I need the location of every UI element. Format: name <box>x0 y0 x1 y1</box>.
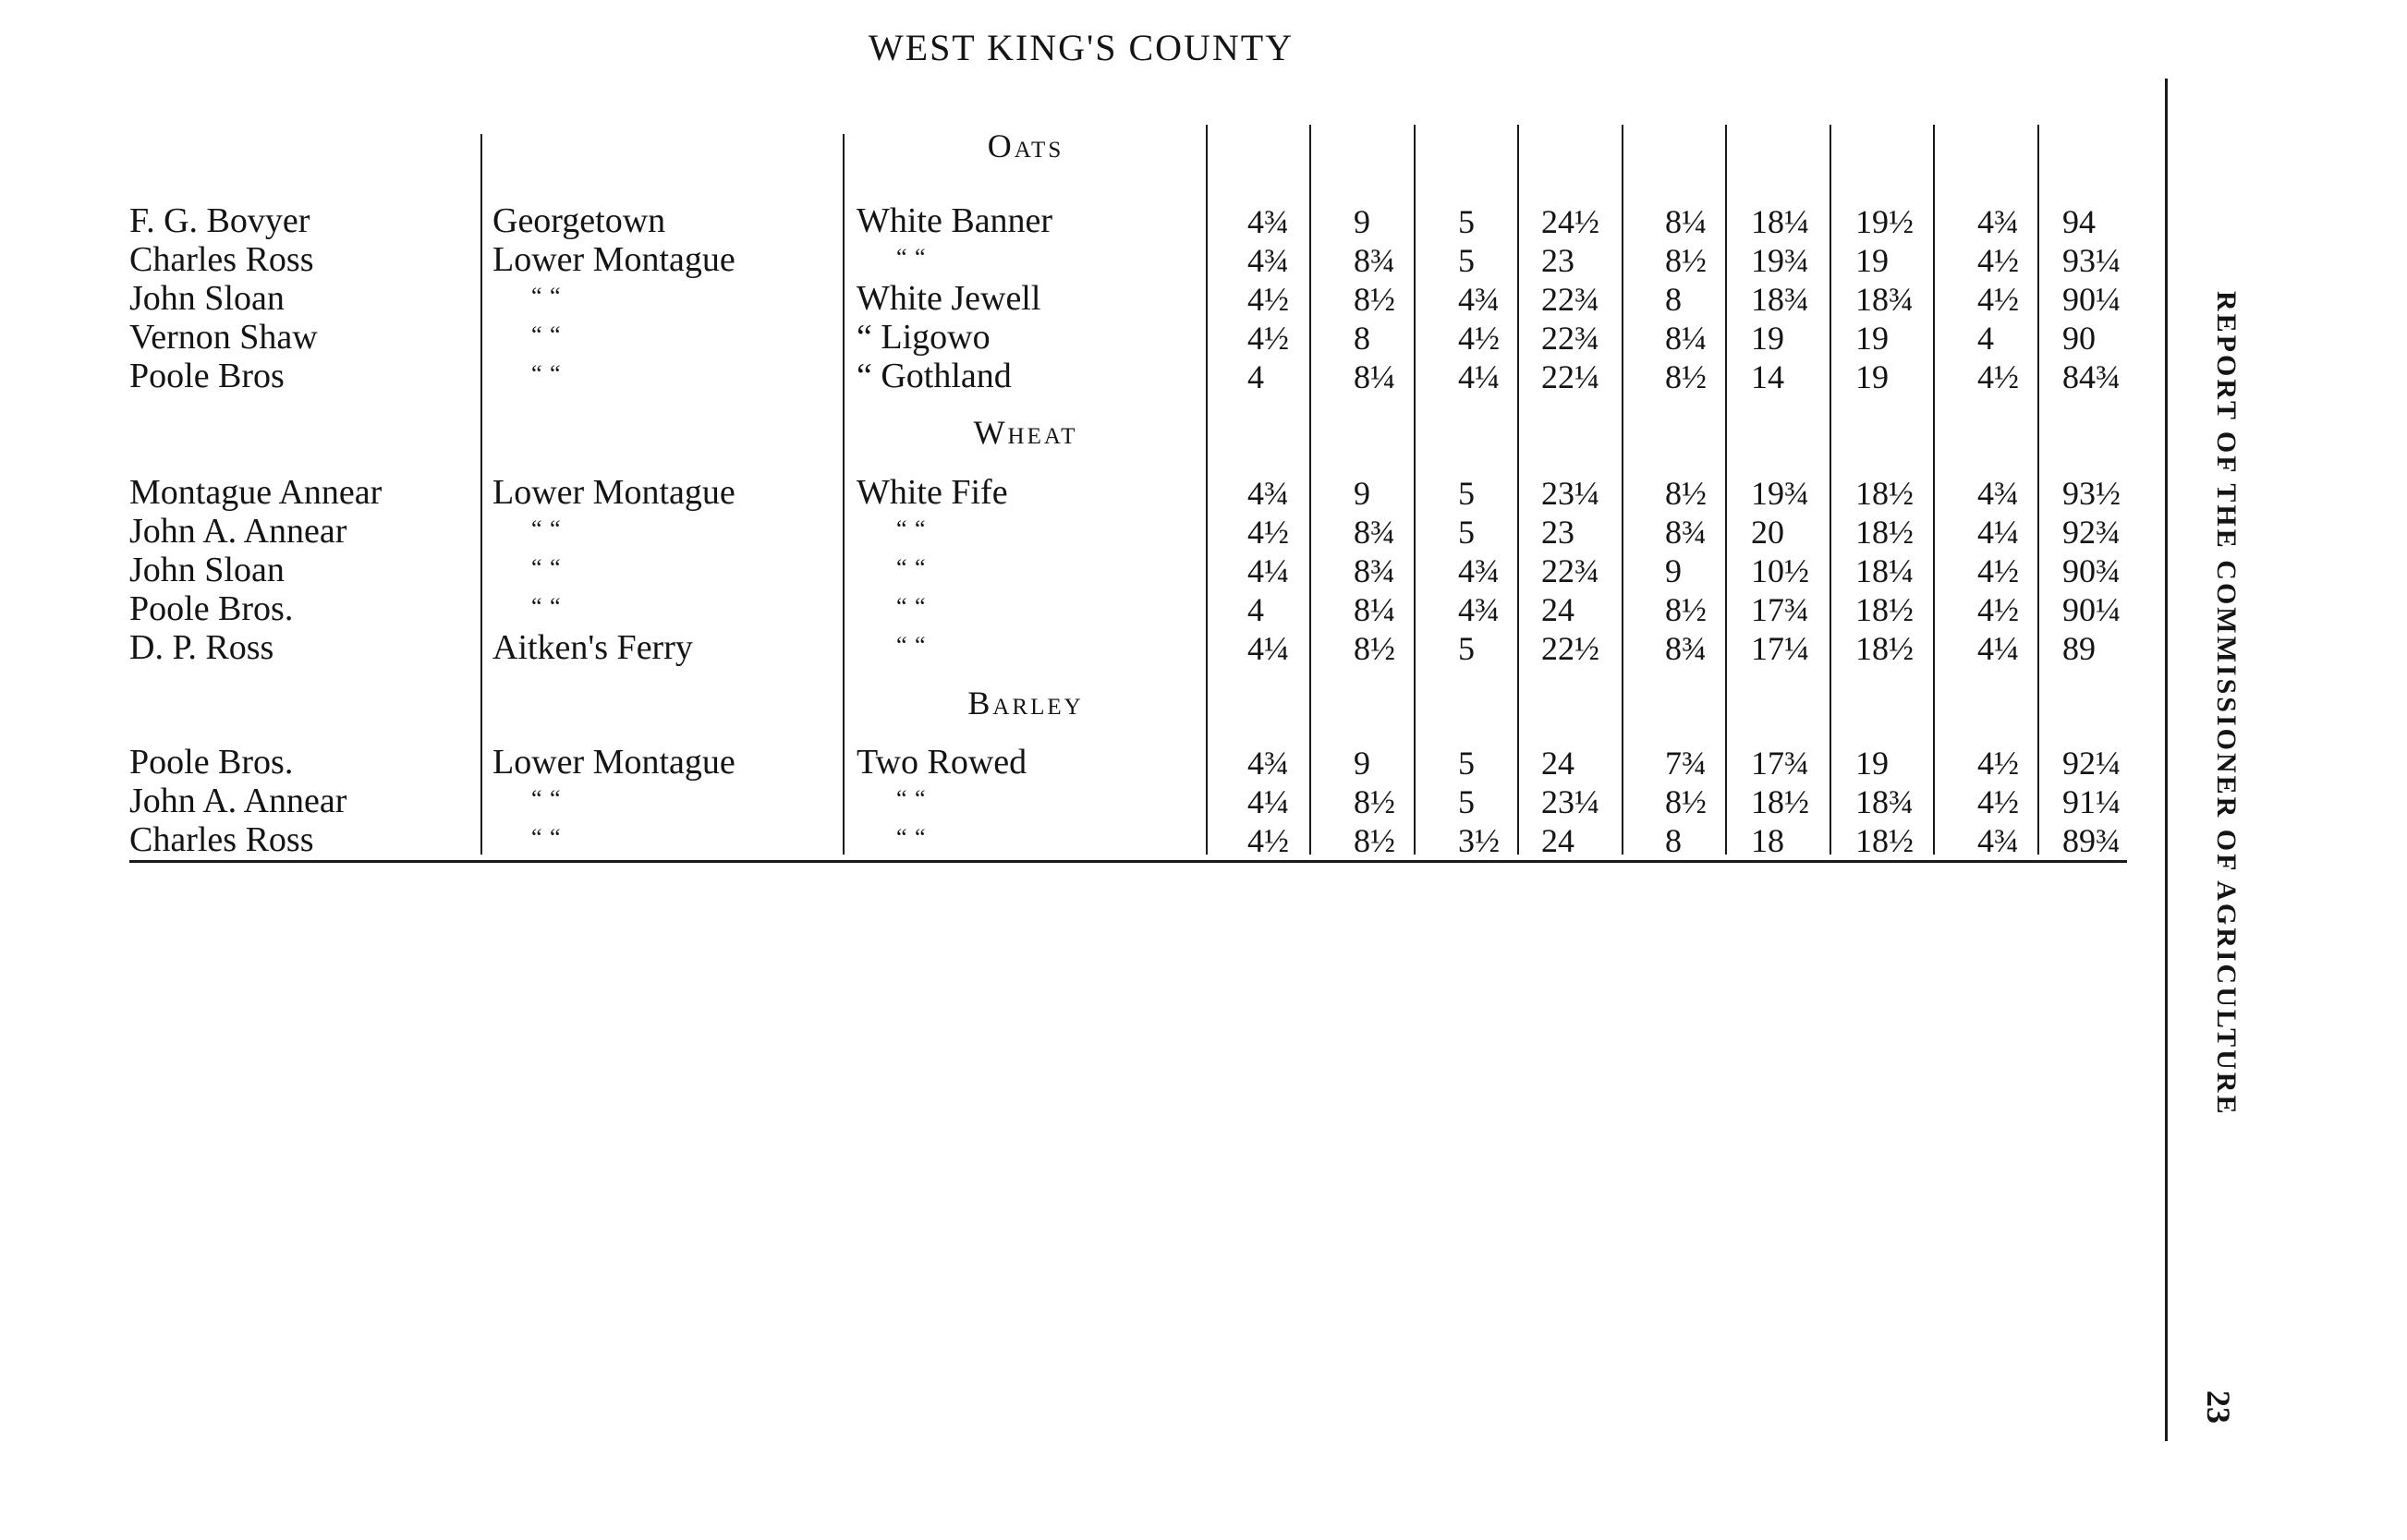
score-cell: 8¾ <box>1665 514 1707 551</box>
locality: Lower Montague <box>492 473 735 512</box>
margin-rule <box>2165 79 2168 1441</box>
column-rule <box>1414 125 1416 855</box>
score-cell: 19 <box>1855 242 1889 279</box>
score-cell: 8 <box>1354 320 1370 357</box>
score-cell: 94 <box>2062 203 2096 240</box>
score-cell: 19 <box>1855 320 1889 357</box>
score-cell: 4½ <box>1247 320 1289 357</box>
score-cell: 8¼ <box>1665 320 1707 357</box>
score-cell: 9 <box>1665 552 1682 589</box>
score-cell: 90¾ <box>2062 552 2121 589</box>
score-cell: 4¾ <box>1458 281 1500 318</box>
score-cell: 4½ <box>1977 591 2019 628</box>
score-cell: 4¾ <box>1247 242 1289 279</box>
variety: “ “ <box>896 593 927 620</box>
score-cell: 18½ <box>1855 475 1914 512</box>
score-cell: 19¾ <box>1751 475 1809 512</box>
score-cell: 19½ <box>1855 203 1914 240</box>
variety: White Banner <box>857 201 1053 240</box>
score-cell: 18½ <box>1855 514 1914 551</box>
score-cell: 18 <box>1751 822 1784 859</box>
score-cell: 4½ <box>1977 552 2019 589</box>
score-cell: 4¾ <box>1247 745 1289 782</box>
score-cell: 22½ <box>1541 630 1599 667</box>
exhibitor-name: Poole Bros. <box>129 743 294 782</box>
score-cell: 8 <box>1665 822 1682 859</box>
score-cell: 22¾ <box>1541 320 1599 357</box>
score-cell: 4¾ <box>1458 552 1500 589</box>
score-cell: 4¼ <box>1247 783 1289 820</box>
score-cell: 8¾ <box>1665 630 1707 667</box>
section-heading-barley: Barley <box>967 685 1084 721</box>
score-cell: 19 <box>1751 320 1784 357</box>
variety: “ “ <box>896 632 927 659</box>
score-cell: 19 <box>1855 745 1889 782</box>
locality: “ “ <box>531 824 562 851</box>
score-cell: 23 <box>1541 514 1574 551</box>
score-cell: 4¾ <box>1458 591 1500 628</box>
score-cell: 92¾ <box>2062 514 2121 551</box>
exhibitor-name: Charles Ross <box>129 240 314 279</box>
score-cell: 8½ <box>1665 242 1707 279</box>
score-cell: 24 <box>1541 591 1574 628</box>
score-cell: 8½ <box>1354 630 1395 667</box>
score-cell: 91¼ <box>2062 783 2121 820</box>
score-cell: 5 <box>1458 745 1475 782</box>
score-cell: 5 <box>1458 203 1475 240</box>
score-cell: 8½ <box>1665 358 1707 395</box>
score-cell: 90 <box>2062 320 2096 357</box>
score-cell: 18¼ <box>1855 552 1914 589</box>
column-rule <box>1725 125 1727 855</box>
score-cell: 4¾ <box>1977 822 2019 859</box>
score-cell: 17¾ <box>1751 591 1809 628</box>
section-heading-oats: Oats <box>987 127 1064 164</box>
score-cell: 20 <box>1751 514 1784 551</box>
score-cell: 4 <box>1247 358 1264 395</box>
variety: White Fife <box>857 473 1008 512</box>
score-cell: 22¾ <box>1541 281 1599 318</box>
score-cell: 18¾ <box>1855 281 1914 318</box>
score-cell: 8¾ <box>1354 242 1395 279</box>
exhibitor-name: John A. Annear <box>129 512 347 551</box>
score-cell: 3½ <box>1458 822 1500 859</box>
score-cell: 8½ <box>1665 783 1707 820</box>
score-cell: 4½ <box>1458 320 1500 357</box>
score-cell: 9 <box>1354 475 1370 512</box>
score-cell: 18½ <box>1855 591 1914 628</box>
score-cell: 4¼ <box>1247 630 1289 667</box>
column-rule <box>1830 125 1831 855</box>
score-cell: 5 <box>1458 630 1475 667</box>
score-cell: 19¾ <box>1751 242 1809 279</box>
score-cell: 8½ <box>1354 822 1395 859</box>
score-cell: 18½ <box>1855 630 1914 667</box>
score-cell: 4¾ <box>1247 203 1289 240</box>
score-cell: 93¼ <box>2062 242 2121 279</box>
exhibitor-name: D. P. Ross <box>129 628 274 667</box>
locality: “ “ <box>531 554 562 581</box>
score-cell: 8 <box>1665 281 1682 318</box>
score-cell: 8¼ <box>1665 203 1707 240</box>
column-rule <box>1206 125 1208 855</box>
column-rule <box>2037 125 2039 855</box>
score-cell: 19 <box>1855 358 1889 395</box>
score-cell: 8¼ <box>1354 358 1395 395</box>
score-cell: 8½ <box>1354 783 1395 820</box>
score-cell: 4½ <box>1247 514 1289 551</box>
score-cell: 24 <box>1541 745 1574 782</box>
column-rule <box>1517 125 1519 855</box>
score-cell: 4¾ <box>1247 475 1289 512</box>
score-cell: 4½ <box>1977 281 2019 318</box>
score-cell: 5 <box>1458 475 1475 512</box>
locality: Aitken's Ferry <box>492 628 693 667</box>
exhibitor-name: Vernon Shaw <box>129 318 318 357</box>
score-cell: 8¼ <box>1354 591 1395 628</box>
score-cell: 24½ <box>1541 203 1599 240</box>
score-cell: 8¾ <box>1354 514 1395 551</box>
score-cell: 93½ <box>2062 475 2121 512</box>
score-cell: 4½ <box>1977 745 2019 782</box>
score-cell: 18¾ <box>1751 281 1809 318</box>
column-rule <box>1933 125 1935 855</box>
score-cell: 18½ <box>1751 783 1809 820</box>
variety: “ Gothland <box>857 357 1012 395</box>
score-cell: 7¾ <box>1665 745 1707 782</box>
variety: White Jewell <box>857 279 1041 318</box>
score-cell: 22¼ <box>1541 358 1599 395</box>
variety: “ Ligowo <box>857 318 991 357</box>
locality: Lower Montague <box>492 743 735 782</box>
exhibitor-name: John Sloan <box>129 551 285 589</box>
exhibitor-name: F. G. Bovyer <box>129 201 310 240</box>
score-cell: 9 <box>1354 745 1370 782</box>
page-title: WEST KING'S COUNTY <box>868 27 1295 68</box>
score-cell: 8½ <box>1354 281 1395 318</box>
section-heading-wheat: Wheat <box>973 414 1078 451</box>
score-cell: 8½ <box>1665 591 1707 628</box>
score-cell: 4½ <box>1247 281 1289 318</box>
score-cell: 89¾ <box>2062 822 2121 859</box>
exhibitor-name: John A. Annear <box>129 782 347 820</box>
score-cell: 8½ <box>1665 475 1707 512</box>
score-cell: 14 <box>1751 358 1784 395</box>
score-cell: 4¼ <box>1977 514 2019 551</box>
score-cell: 4¾ <box>1977 475 2019 512</box>
score-cell: 9 <box>1354 203 1370 240</box>
score-cell: 4¼ <box>1977 630 2019 667</box>
score-cell: 92¼ <box>2062 745 2121 782</box>
exhibitor-name: John Sloan <box>129 279 285 318</box>
running-head: REPORT OF THE COMMISSIONER OF AGRICULTURE <box>2211 291 2242 1117</box>
score-cell: 24 <box>1541 822 1574 859</box>
exhibitor-name: Poole Bros <box>129 357 285 395</box>
variety: “ “ <box>896 244 927 271</box>
score-cell: 90¼ <box>2062 591 2121 628</box>
locality: “ “ <box>531 515 562 542</box>
variety: “ “ <box>896 785 927 812</box>
variety: “ “ <box>896 824 927 851</box>
score-cell: 18¾ <box>1855 783 1914 820</box>
column-rule <box>843 134 845 855</box>
score-cell: 23 <box>1541 242 1574 279</box>
score-cell: 17¾ <box>1751 745 1809 782</box>
score-cell: 4 <box>1247 591 1264 628</box>
score-cell: 4¾ <box>1977 203 2019 240</box>
score-cell: 10½ <box>1751 552 1809 589</box>
score-cell: 89 <box>2062 630 2096 667</box>
score-cell: 5 <box>1458 514 1475 551</box>
score-cell: 84¾ <box>2062 358 2121 395</box>
locality: “ “ <box>531 283 562 309</box>
exhibitor-name: Poole Bros. <box>129 589 294 628</box>
score-cell: 8¾ <box>1354 552 1395 589</box>
score-cell: 23¼ <box>1541 475 1599 512</box>
score-cell: 4¼ <box>1247 552 1289 589</box>
score-cell: 4¼ <box>1458 358 1500 395</box>
score-cell: 18½ <box>1855 822 1914 859</box>
variety: “ “ <box>896 515 927 542</box>
table-bottom-rule <box>129 860 2127 863</box>
score-cell: 4 <box>1977 320 1994 357</box>
column-rule <box>480 134 482 855</box>
locality: “ “ <box>531 593 562 620</box>
page-number: 23 <box>2200 1390 2237 1424</box>
locality: Georgetown <box>492 201 666 240</box>
score-cell: 18¼ <box>1751 203 1809 240</box>
locality: “ “ <box>531 785 562 812</box>
score-cell: 90¼ <box>2062 281 2121 318</box>
variety: Two Rowed <box>857 743 1027 782</box>
variety: “ “ <box>896 554 927 581</box>
score-cell: 17¼ <box>1751 630 1809 667</box>
score-cell: 5 <box>1458 783 1475 820</box>
score-cell: 4½ <box>1247 822 1289 859</box>
exhibitor-name: Charles Ross <box>129 820 314 859</box>
score-cell: 4½ <box>1977 358 2019 395</box>
score-cell: 22¾ <box>1541 552 1599 589</box>
column-rule <box>1622 125 1623 855</box>
score-cell: 5 <box>1458 242 1475 279</box>
score-cell: 23¼ <box>1541 783 1599 820</box>
locality: “ “ <box>531 321 562 348</box>
score-cell: 4½ <box>1977 242 2019 279</box>
locality: Lower Montague <box>492 240 735 279</box>
score-cell: 4½ <box>1977 783 2019 820</box>
column-rule <box>1309 125 1311 855</box>
exhibitor-name: Montague Annear <box>129 473 383 512</box>
locality: “ “ <box>531 360 562 387</box>
